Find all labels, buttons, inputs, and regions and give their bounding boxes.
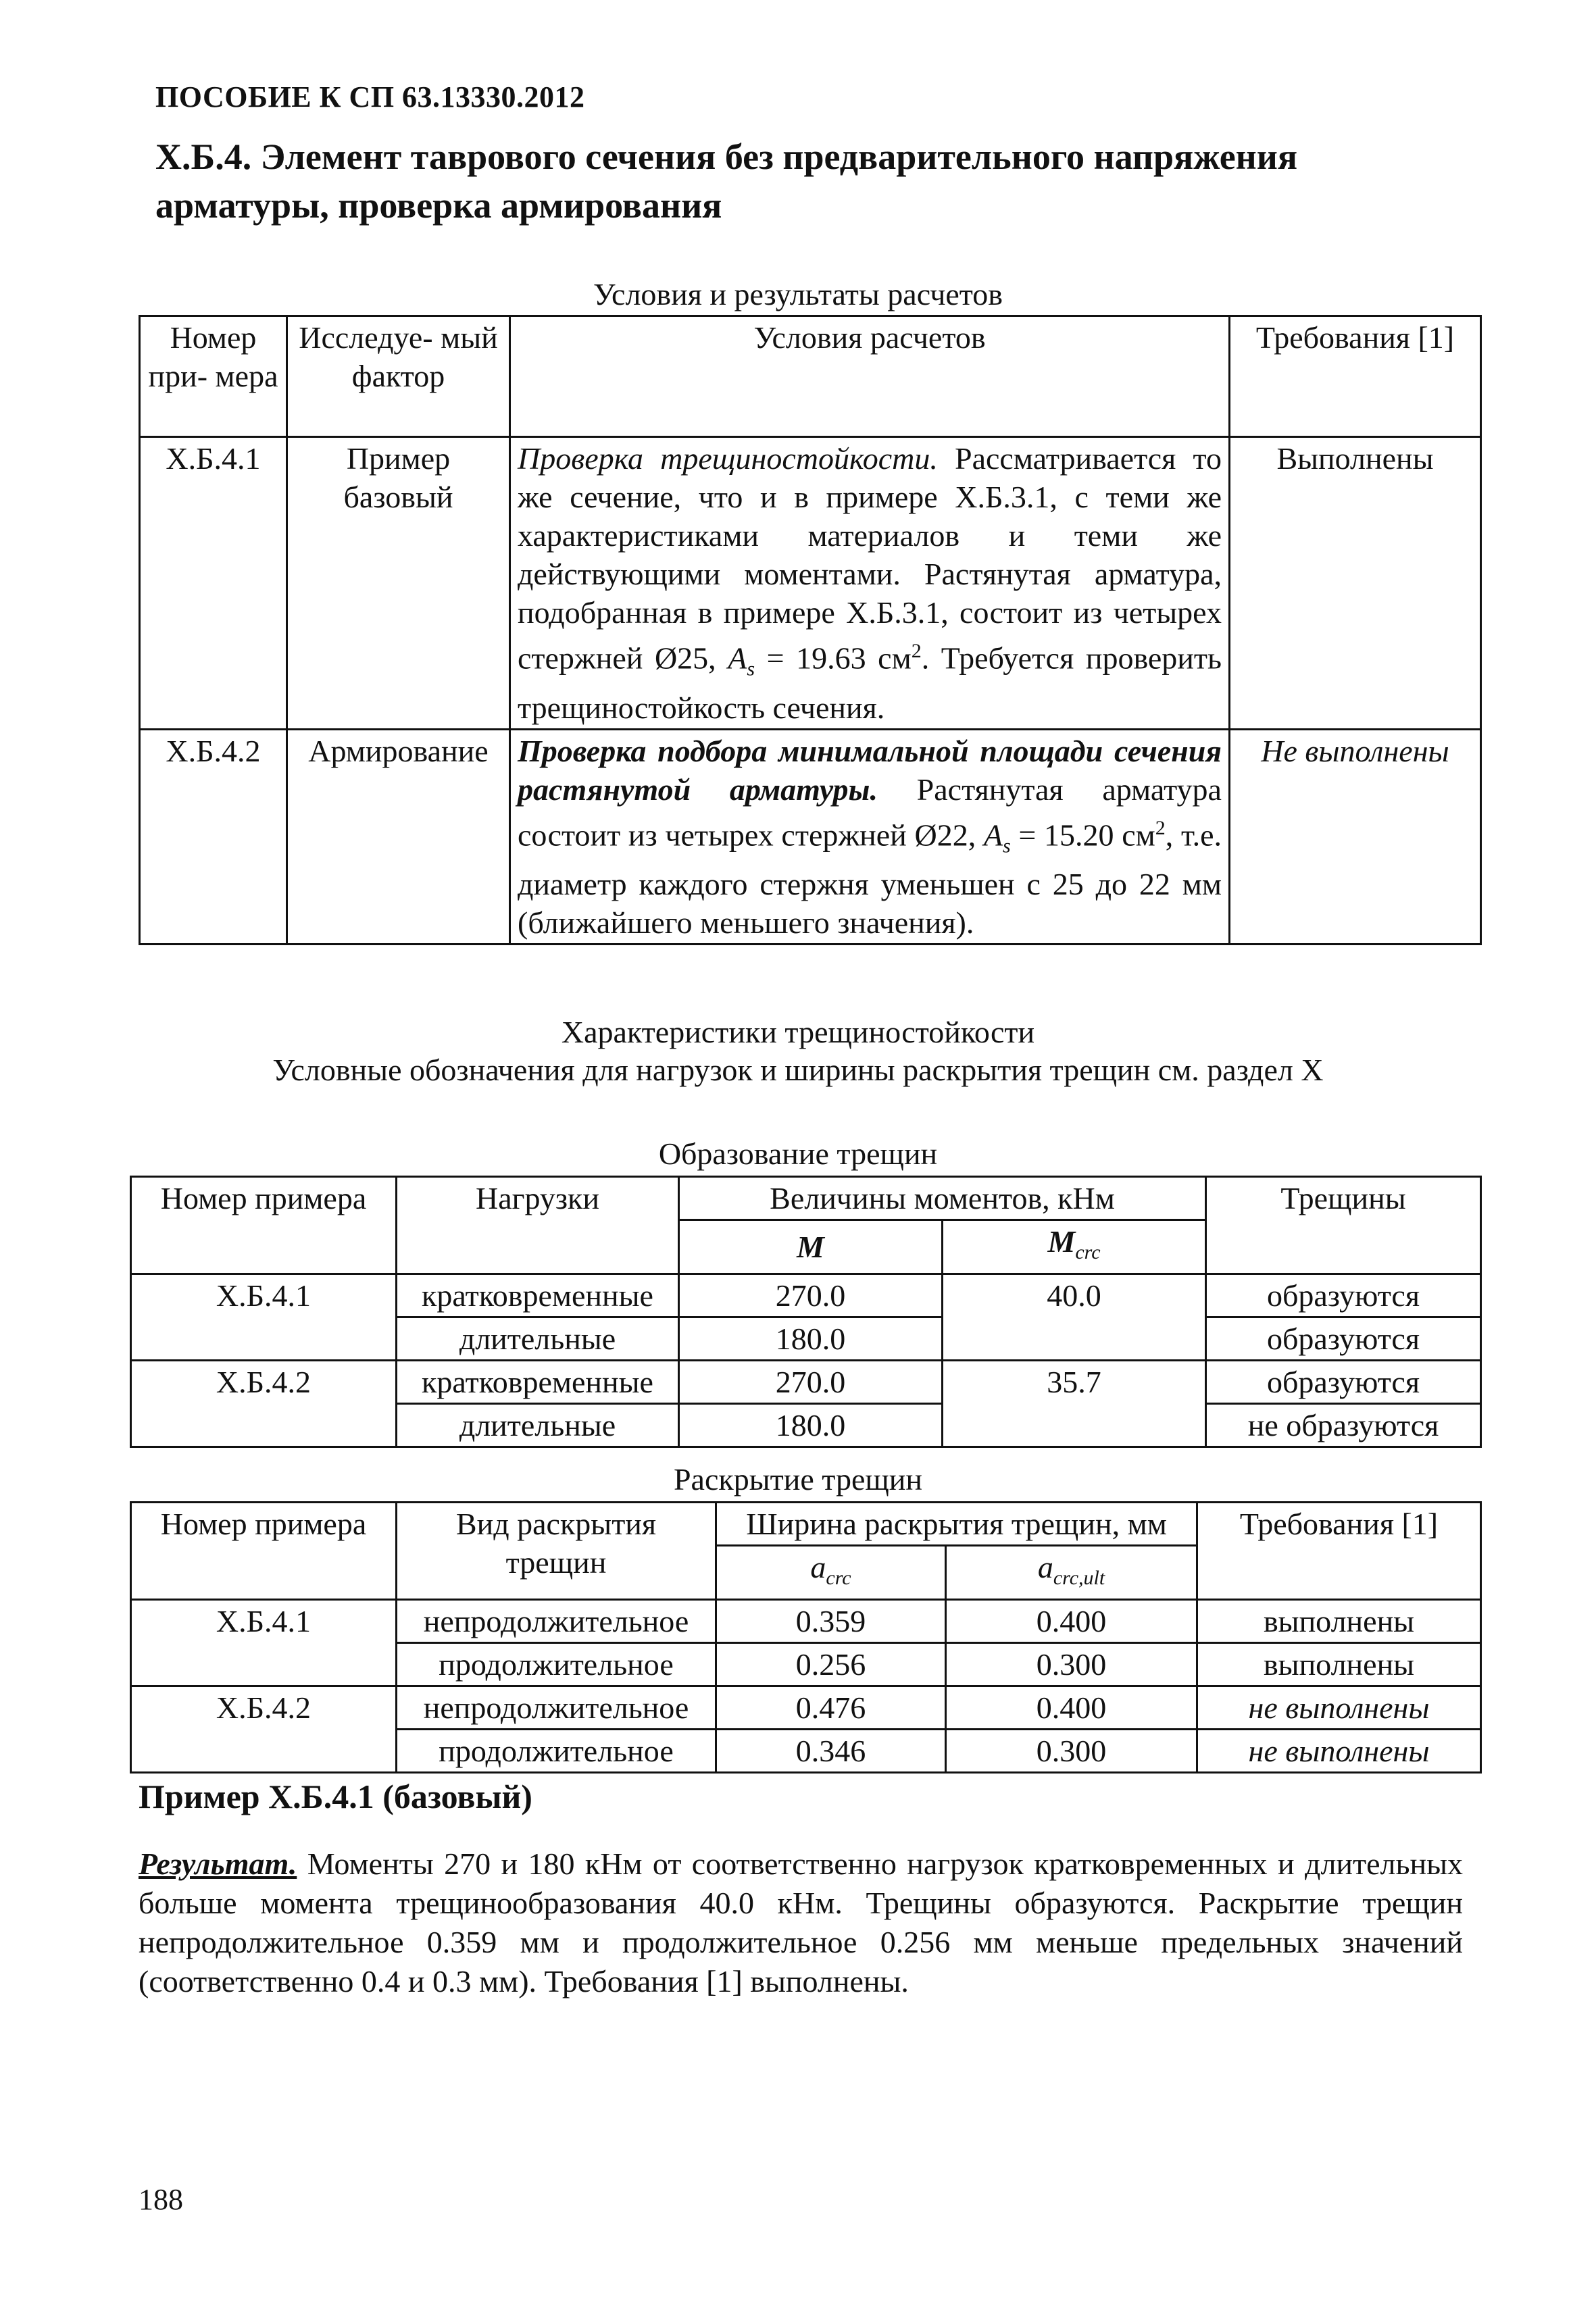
table-row xyxy=(131,1686,1481,1730)
table1-caption: Условия и результаты расчетов xyxy=(593,277,1003,311)
legend-note: Условные обозначения для нагрузок и ширины раскрытия трещин см. раздел Х xyxy=(272,1053,1324,1087)
conditions-cell xyxy=(510,729,1230,945)
crack-opening-table xyxy=(130,1501,1482,1774)
width-symbol: a xyxy=(810,1550,826,1584)
header-cell: Ширина раскрытия трещин, мм xyxy=(716,1503,1197,1546)
example-number: Х.Б.4.1 xyxy=(140,437,287,730)
cracks-cell: образуются xyxy=(1206,1361,1481,1404)
table-row xyxy=(140,437,1481,730)
area-subscript: s xyxy=(1003,834,1011,857)
cracks-cell: образуются xyxy=(1206,1317,1481,1361)
conditions-text: = 15.20 см xyxy=(1010,817,1155,852)
acrcult-cell: 0.300 xyxy=(946,1730,1197,1773)
kind-cell: продолжительное xyxy=(397,1643,716,1686)
example-number: Х.Б.4.2 xyxy=(131,1361,397,1447)
table-row xyxy=(131,1274,1481,1317)
header-cell-acrcult xyxy=(946,1546,1197,1600)
section-title: Х.Б.4. Элемент таврового сечения без предварительного напряжения арматуры, проверка армирования xyxy=(155,136,1298,226)
running-header: ПОСОБИЕ К СП 63.13330.2012 xyxy=(155,80,585,114)
moment-subscript: crc xyxy=(1075,1241,1101,1264)
table3-caption: Раскрытие трещин xyxy=(673,1462,923,1496)
mcrc-cell: 40.0 xyxy=(943,1274,1206,1361)
requirement-cell: выполнены xyxy=(1197,1600,1481,1643)
header-cell: Номер при- мера xyxy=(140,316,287,437)
width-subscript: crc xyxy=(826,1567,851,1590)
area-subscript: s xyxy=(747,657,755,680)
header-cell: Требования [1] xyxy=(1197,1503,1481,1600)
cracks-cell: образуются xyxy=(1206,1274,1481,1317)
example-title: Пример Х.Б.4.1 (базовый) xyxy=(139,1778,532,1815)
example-number: Х.Б.4.1 xyxy=(131,1274,397,1361)
moment-cell: 270.0 xyxy=(679,1361,943,1404)
table-row xyxy=(140,729,1481,945)
header-cell: Величины моментов, кНм xyxy=(679,1177,1206,1220)
requirement-cell: выполнены xyxy=(1197,1643,1481,1686)
conditions-cell xyxy=(510,437,1230,730)
header-cell: Требования [1] xyxy=(1230,316,1481,437)
moment-cell: 270.0 xyxy=(679,1274,943,1317)
requirement-cell: Не выполнены xyxy=(1230,729,1481,945)
load-cell: длительные xyxy=(397,1404,679,1447)
kind-cell: продолжительное xyxy=(397,1730,716,1773)
table2-caption: Образование трещин xyxy=(658,1136,938,1171)
factor-cell: Пример базовый xyxy=(287,437,510,730)
load-cell: кратковременные xyxy=(397,1274,679,1317)
area-symbol: A xyxy=(983,817,1003,852)
example-number: Х.Б.4.2 xyxy=(140,729,287,945)
requirement-cell: не выполнены xyxy=(1197,1730,1481,1773)
moment-cell: 180.0 xyxy=(679,1317,943,1361)
conditions-text: Растянутая арматура состоит из четырех стержней Ø22, xyxy=(518,772,1222,852)
load-cell: длительные xyxy=(397,1317,679,1361)
acrc-cell: 0.256 xyxy=(716,1643,946,1686)
table-row xyxy=(131,1600,1481,1643)
cracks-cell: не образуются xyxy=(1206,1404,1481,1447)
table-header-row xyxy=(131,1503,1481,1546)
result-label: Результат. xyxy=(139,1846,297,1881)
header-cell-acrc xyxy=(716,1546,946,1600)
example-number: Х.Б.4.1 xyxy=(131,1600,397,1686)
result-text: Моменты 270 и 180 кНм от соответственно нагрузок кратковременных и длительных больше момента трещинообразования 40.0 кНм. Трещины образуются. Раскрытие трещин непродолжительное 0.359 мм и продолжительное 0.256 мм меньше предельных значений (соответственно 0.4 и 0.3 мм). Требования [1] выполнены. xyxy=(139,1846,1463,1998)
crack-characteristics-caption: Характеристики трещиностойкости xyxy=(561,1015,1035,1049)
header-cell: Номер примера xyxy=(131,1503,397,1600)
acrcult-cell: 0.300 xyxy=(946,1643,1197,1686)
conditions-text: . Требуется проверить трещиностойкость сечения. xyxy=(518,640,1222,725)
width-symbol: a xyxy=(1037,1550,1053,1584)
kind-cell: непродолжительное xyxy=(397,1686,716,1730)
header-cell: Вид раскрытия трещин xyxy=(397,1503,716,1600)
kind-cell: непродолжительное xyxy=(397,1600,716,1643)
factor-cell: Армирование xyxy=(287,729,510,945)
table-header-row xyxy=(131,1177,1481,1220)
table-row xyxy=(131,1361,1481,1404)
header-cell-m: M xyxy=(679,1220,943,1274)
moment-cell: 180.0 xyxy=(679,1404,943,1447)
acrcult-cell: 0.400 xyxy=(946,1686,1197,1730)
conditions-table xyxy=(139,315,1482,945)
area-symbol: A xyxy=(728,640,747,676)
header-cell: Условия расчетов xyxy=(510,316,1230,437)
table-header-row xyxy=(140,316,1481,437)
page-number: 188 xyxy=(139,2183,183,2216)
crack-formation-table xyxy=(130,1176,1482,1448)
header-cell: Номер примера xyxy=(131,1177,397,1274)
example-number: Х.Б.4.2 xyxy=(131,1686,397,1773)
result-paragraph xyxy=(139,1844,1463,2001)
superscript: 2 xyxy=(1155,816,1166,839)
acrc-cell: 0.346 xyxy=(716,1730,946,1773)
width-subscript: crc,ult xyxy=(1053,1567,1105,1590)
superscript: 2 xyxy=(911,640,922,662)
conditions-lead: Проверка подбора минимальной площади сечения растянутой арматуры. xyxy=(518,733,1222,807)
acrc-cell: 0.476 xyxy=(716,1686,946,1730)
acrc-cell: 0.359 xyxy=(716,1600,946,1643)
conditions-text: , т.е. диаметр каждого стержня уменьшен с 25 до 22 мм (ближайшего меньшего значения). xyxy=(518,817,1222,940)
conditions-text: = 19.63 см xyxy=(755,640,912,676)
conditions-text: Рассматривается то же сечение, что и в примере Х.Б.3.1, с теми же характеристиками материалов и теми же действующими моментами. Растянутая арматура, подобранная в примере Х.Б.3.1, состоит из четырех стержней Ø25, xyxy=(518,441,1222,676)
header-cell: Исследуе- мый фактор xyxy=(287,316,510,437)
mcrc-cell: 35.7 xyxy=(943,1361,1206,1447)
acrcult-cell: 0.400 xyxy=(946,1600,1197,1643)
requirement-cell: Выполнены xyxy=(1230,437,1481,730)
requirement-cell: не выполнены xyxy=(1197,1686,1481,1730)
header-cell: Нагрузки xyxy=(397,1177,679,1274)
header-cell: Трещины xyxy=(1206,1177,1481,1274)
header-cell-mcrc xyxy=(943,1220,1206,1274)
load-cell: кратковременные xyxy=(397,1361,679,1404)
conditions-lead: Проверка трещиностойкости. xyxy=(518,441,938,476)
moment-symbol: M xyxy=(1047,1224,1076,1259)
